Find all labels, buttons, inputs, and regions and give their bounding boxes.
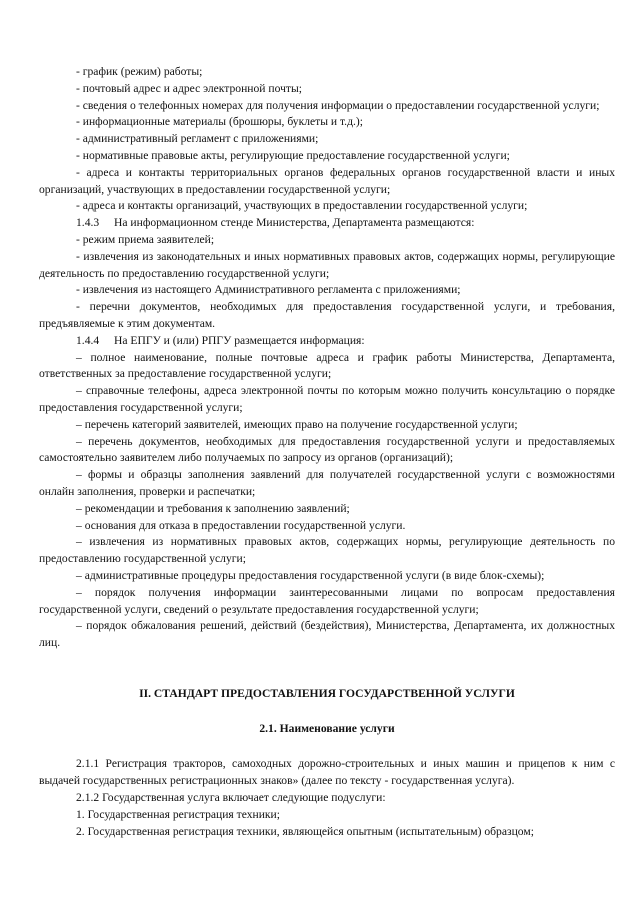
paragraph: – порядок обжалования решений, действий (бездействия), Министерства, Департамента, их должностных лиц. xyxy=(39,619,615,650)
paragraph: – справочные телефоны, адреса электронной почты по которым можно получить консультацию о порядке предоставления государственной услуги; xyxy=(39,384,615,414)
paragraph: - извлечения из настоящего Административного регламента с приложениями; xyxy=(76,283,461,297)
paragraph: 2.1.2 Государственная услуга включает следующие подуслуги: xyxy=(76,791,386,805)
list-item: 1. Государственная регистрация техники; xyxy=(76,807,280,821)
paragraph: - адреса и контакты организаций, участвующих в предоставлении государственной услуги; xyxy=(76,199,528,213)
paragraph: - режим приема заявителей; xyxy=(76,232,215,246)
section-text: На информационном стенде Министерства, Департамента размещаются: xyxy=(114,216,475,230)
paragraph: - извлечения из законодательных и иных нормативных правовых актов, содержащих нормы, регулирующие деятельность по предоставлению государственной услуги; xyxy=(39,249,615,280)
paragraph: - график (режим) работы; xyxy=(76,65,203,78)
paragraph: – административные процедуры предоставления государственной услуги (в виде блок-схемы); xyxy=(76,568,545,582)
paragraph: – перечень документов, необходимых для предоставления государственной услуги и предоставляемых самостоятельно заявителем либо получаемых по запросу из органов (организаций); xyxy=(39,434,615,465)
paragraph: – основания для отказа в предоставлении государственной услуги. xyxy=(76,518,406,532)
section-1-4-4 xyxy=(39,333,615,350)
section-number: 1.4.3 xyxy=(76,216,100,230)
section-heading: II. СТАНДАРТ ПРЕДОСТАВЛЕНИЯ ГОСУДАРСТВЕННОЙ УСЛУГИ xyxy=(139,686,515,700)
document-page xyxy=(39,0,615,840)
section-number: 1.4.4 xyxy=(76,333,100,347)
paragraph: – полное наименование, полные почтовые адреса и график работы Министерства, Департамента, ответственных за предоставление государственной услуги; xyxy=(39,350,615,381)
subsection-heading: 2.1. Наименование услуги xyxy=(259,721,395,735)
paragraph: – перечень категорий заявителей, имеющих право на получение государственной услуги; xyxy=(76,417,518,431)
section-text: На ЕПГУ и (или) РПГУ размещается информация: xyxy=(114,333,365,347)
paragraph: - сведения о телефонных номерах для получения информации о предоставлении государственной услуги; xyxy=(76,98,600,112)
section-1-4-3 xyxy=(39,215,615,232)
paragraph: – порядок получения информации заинтересованными лицами по вопросам предоставления государственной услуги, сведений о результате предоставления государственной услуги; xyxy=(39,585,615,616)
paragraph: – извлечения из нормативных правовых актов, содержащих нормы, регулирующие деятельность по предоставлению государственной услуги; xyxy=(39,535,615,566)
paragraph: - нормативные правовые акты, регулирующие предоставление государственной услуги; xyxy=(76,148,510,162)
paragraph: - информационные материалы (брошюры, буклеты и т.д.); xyxy=(76,115,363,129)
paragraph: - адреса и контакты территориальных органов федеральных органов государственной власти и иных организаций, участвующих в предоставлении государственной услуги; xyxy=(39,165,615,196)
paragraph: – формы и образцы заполнения заявлений для получателей государственной услуги с возможностями онлайн заполнения, проверки и распечатки; xyxy=(39,468,615,498)
paragraph: 2.1.1 Регистрация тракторов, самоходных дорожно-строительных и иных машин и прицепов к ним с выдачей государственных регистрационных знаков» (далее по тексту - государственная услуга). xyxy=(39,757,615,788)
paragraph: - почтовый адрес и адрес электронной почты; xyxy=(76,81,303,95)
paragraph: - административный регламент с приложениями; xyxy=(76,132,319,146)
paragraph: - перечни документов, необходимых для предоставления государственной услуги, и требования, предъявляемые к этим документам. xyxy=(39,300,615,330)
list-item: 2. Государственная регистрация техники, являющейся опытным (испытательным) образцом; xyxy=(76,824,534,838)
paragraph: – рекомендации и требования к заполнению заявлений; xyxy=(76,501,350,515)
